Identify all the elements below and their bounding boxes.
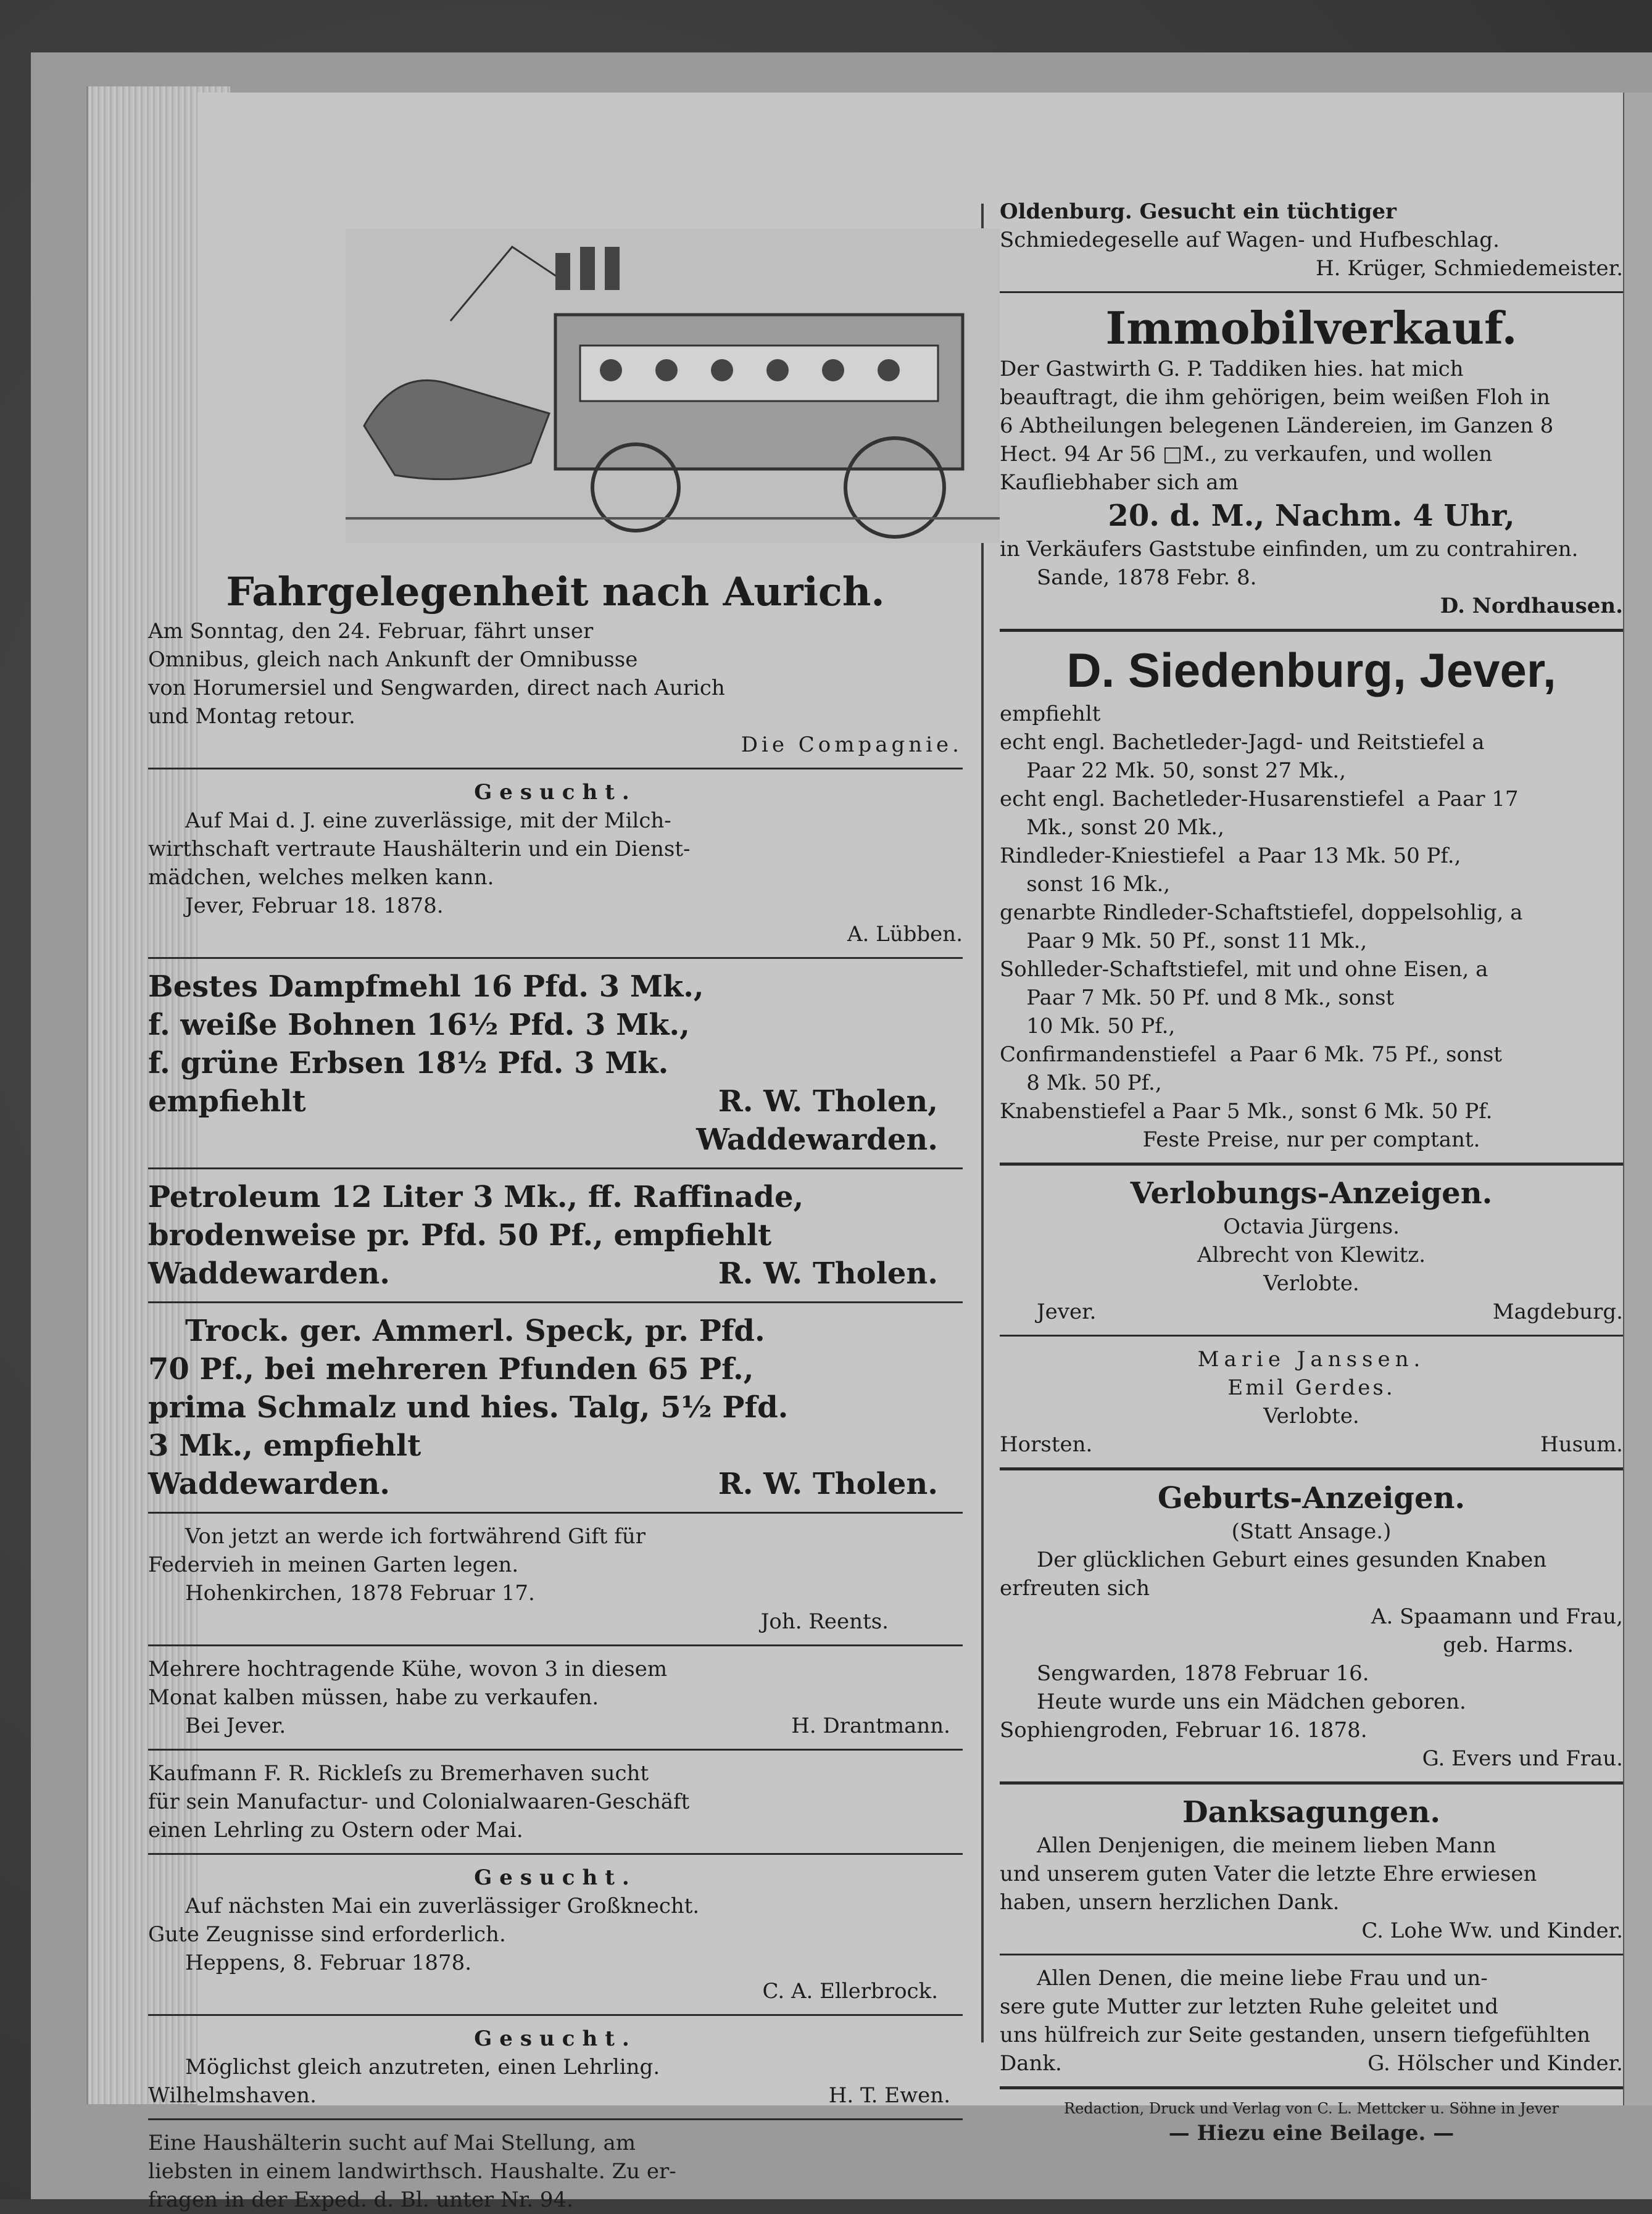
divider: [1000, 1954, 1623, 1955]
ad-line: von Horumersiel und Sengwarden, direct nach Aurich: [148, 676, 725, 700]
imprint: [1000, 2098, 1623, 2147]
ad-signature: Die Compagnie.: [741, 732, 963, 757]
ad-line: einen Lehrling zu Ostern oder Mai.: [148, 1818, 523, 1843]
ad-line: Verlobte.: [1263, 1271, 1359, 1296]
ad-line: Der Gastwirth G. P. Taddiken hies. hat mich: [1000, 357, 1464, 381]
ad-line: Von jetzt an werde ich fortwährend Gift für: [185, 1524, 645, 1549]
ad-kuehe: [148, 1655, 963, 1740]
ad-signature: G. Evers und Frau.: [1422, 1746, 1623, 1771]
ad-line: echt engl. Bachetleder-Husarenstiefel a Paar 17: [1000, 787, 1519, 811]
ad-footer: Feste Preise, nur per comptant.: [1142, 1127, 1480, 1152]
ad-line: Federvieh in meinen Garten legen.: [148, 1553, 519, 1577]
ad-dampfmehl: [148, 968, 963, 1159]
ad-line: und Montag retour.: [148, 704, 355, 729]
ad-place: Magdeburg.: [1492, 1300, 1623, 1324]
ad-verlobung: [1000, 1174, 1623, 1459]
divider: [1000, 1335, 1623, 1337]
ad-signature: H. Drantmann.: [791, 1714, 950, 1738]
ad-name: Emil Gerdes.: [1227, 1375, 1395, 1400]
ad-place: Heppens, 8. Februar 1878.: [185, 1951, 472, 1975]
ad-line: 6 Abtheilungen belegenen Ländereien, im Ganzen 8: [1000, 413, 1554, 438]
ad-title: Geburts-Anzeigen.: [1157, 1481, 1466, 1515]
ad-line: Paar 9 Mk. 50 Pf., sonst 11 Mk.,: [1000, 929, 1368, 953]
ad-line: Rindleder-Kniestiefel a Paar 13 Mk. 50 Pf.,: [1000, 844, 1461, 868]
ad-line: f. grüne Erbsen 18½ Pfd. 3 Mk.: [148, 1046, 669, 1080]
divider: [148, 1301, 963, 1303]
ad-signature: H. Krüger, Schmiedemeister.: [1316, 256, 1623, 281]
ad-line: sere gute Mutter zur letzten Ruhe geleitet und: [1000, 1994, 1499, 2019]
ad-line: Trock. ger. Ammerl. Speck, pr. Pfd.: [185, 1314, 765, 1348]
ad-place: Waddewarden.: [148, 1467, 390, 1501]
ad-line: Bestes Dampfmehl 16 Pfd. 3 Mk.,: [148, 969, 704, 1004]
ad-siedenburg: [1000, 641, 1623, 1154]
ad-title: Gesucht.: [474, 1865, 637, 1890]
divider: [148, 1167, 963, 1169]
ad-signature: C. Lohe Ww. und Kinder.: [1361, 1918, 1623, 1943]
ad-place: Husum.: [1540, 1432, 1623, 1457]
ad-line: sonst 16 Mk.,: [1000, 872, 1171, 897]
ad-geburt: [1000, 1479, 1623, 1773]
divider: [148, 1749, 963, 1751]
ad-signature: R. W. Tholen.: [718, 1256, 938, 1291]
divider: [148, 1512, 963, 1514]
ad-place: Waddewarden.: [696, 1122, 938, 1157]
ad-signature: A. Spaamann und Frau,: [1371, 1604, 1623, 1629]
ad-line: Auf nächsten Mai ein zuverlässiger Großknecht.: [185, 1894, 700, 1918]
ad-line: Allen Denen, die meine liebe Frau und un-: [1037, 1966, 1488, 1991]
ad-line: 70 Pf., bei mehreren Pfunden 65 Pf.,: [148, 1352, 754, 1387]
ad-lehrling: [148, 1759, 963, 1844]
ad-line: beauftragt, die ihm gehörigen, beim weißen Floh in: [1000, 385, 1550, 410]
ad-subtitle: (Statt Ansage.): [1231, 1519, 1392, 1544]
ad-gesucht-haushaelterin: [148, 778, 963, 948]
ad-signature: C. A. Ellerbrock.: [762, 1979, 938, 2004]
ad-gift: [148, 1522, 963, 1636]
ad-line: Oldenburg. Gesucht ein tüchtiger: [1000, 199, 1397, 224]
ad-place: Sengwarden, 1878 Februar 16.: [1037, 1661, 1369, 1686]
ad-line: wirthschaft vertraute Haushälterin und ein Dienst-: [148, 837, 691, 861]
ad-place: Hohenkirchen, 1878 Februar 17.: [185, 1581, 535, 1606]
ad-title: Fahrgelegenheit nach Aurich.: [226, 569, 885, 615]
ad-title: Verlobungs-Anzeigen.: [1130, 1176, 1493, 1211]
ad-line: Knabenstiefel a Paar 5 Mk., sonst 6 Mk. 50 Pf.: [1000, 1099, 1493, 1124]
ad-line: Heute wurde uns ein Mädchen geboren.: [1037, 1690, 1466, 1714]
ad-title: Gesucht.: [474, 2026, 637, 2051]
ad-signature: Joh. Reents.: [760, 1609, 889, 1634]
imprint-line: Redaction, Druck und Verlag von C. L. Mettcker u. Söhne in Jever: [1064, 2100, 1559, 2117]
divider: [1000, 291, 1623, 293]
ad-petroleum: [148, 1178, 963, 1293]
ad-title: Gesucht.: [474, 780, 637, 805]
ad-signature: H. T. Ewen.: [828, 2083, 950, 2108]
ad-name: Albrecht von Klewitz.: [1197, 1243, 1426, 1267]
ad-place: Jever.: [1037, 1300, 1097, 1324]
ad-line: und unserem guten Vater die letzte Ehre erwiesen: [1000, 1862, 1537, 1886]
ad-line: liebsten in einem landwirthsch. Haushalte. Zu er-: [148, 2159, 676, 2184]
ad-title: Immobilverkauf.: [1105, 302, 1517, 354]
divider: [1000, 629, 1623, 632]
divider: [148, 768, 963, 769]
ad-line: Paar 7 Mk. 50 Pf. und 8 Mk., sonst: [1000, 985, 1395, 1010]
ad-signature: R. W. Tholen,: [718, 1084, 938, 1119]
ad-signature: R. W. Tholen.: [718, 1467, 938, 1501]
ad-line: haben, unsern herzlichen Dank.: [1000, 1890, 1340, 1915]
ad-line: Monat kalben müssen, habe zu verkaufen.: [148, 1685, 599, 1710]
divider: [1000, 1467, 1623, 1470]
divider: [1000, 1163, 1623, 1166]
ad-signature: D. Nordhausen.: [1440, 594, 1623, 618]
ad-line: empfiehlt: [148, 1084, 306, 1119]
coach-illustration: [346, 228, 1000, 543]
ad-haushaelterin: [148, 2129, 963, 2214]
ad-line: Mehrere hochtragende Kühe, wovon 3 in diesem: [148, 1657, 668, 1681]
ad-place: Jever, Februar 18. 1878.: [185, 893, 444, 918]
ad-line: empfiehlt: [1000, 702, 1101, 726]
ad-danksagung: [1000, 1793, 1623, 2078]
ad-signature: geb. Harms.: [1443, 1633, 1574, 1657]
ad-place: Waddewarden.: [148, 1256, 390, 1291]
ad-line: Petroleum 12 Liter 3 Mk., ff. Raffinade,: [148, 1180, 804, 1214]
ad-line: mädchen, welches melken kann.: [148, 865, 494, 890]
ad-line: uns hülfreich zur Seite gestanden, unsern tiefgefühlten: [1000, 2023, 1590, 2047]
ad-immobilverkauf: [1000, 302, 1623, 620]
divider: [148, 1644, 963, 1646]
ad-signature: A. Lübben.: [847, 922, 963, 947]
ad-line: fragen in der Exped. d. Bl. unter Nr. 94.: [148, 2187, 573, 2212]
ad-title: Danksagungen.: [1182, 1795, 1441, 1830]
ad-line: Sohlleder-Schaftstiefel, mit und ohne Eisen, a: [1000, 957, 1488, 982]
ad-place: Sophiengroden, Februar 16. 1878.: [1000, 1718, 1368, 1743]
ad-line: Verlobte.: [1263, 1404, 1359, 1428]
ad-line: Paar 22 Mk. 50, sonst 27 Mk.,: [1000, 758, 1347, 783]
ad-line: Kaufmann F. R. Rickleſs zu Bremerhaven sucht: [148, 1761, 649, 1786]
ad-name: Octavia Jürgens.: [1223, 1214, 1400, 1239]
divider: [1000, 2086, 1623, 2089]
ad-line: Confirmandenstiefel a Paar 6 Mk. 75 Pf., sonst: [1000, 1042, 1502, 1067]
ad-place: Bei Jever.: [185, 1714, 286, 1738]
ad-line: f. weiße Bohnen 16½ Pfd. 3 Mk.,: [148, 1008, 690, 1042]
ad-title: D. Siedenburg, Jever,: [1066, 643, 1556, 697]
ad-oldenburg: [1000, 197, 1623, 283]
ad-line: Mk., sonst 20 Mk.,: [1000, 815, 1224, 840]
ad-line: Allen Denjenigen, die meinem lieben Mann: [1037, 1833, 1496, 1858]
ad-signature: G. Hölscher und Kinder.: [1368, 2051, 1623, 2076]
ad-line: Am Sonntag, den 24. Februar, fährt unser: [148, 619, 594, 644]
ad-place: Horsten.: [1000, 1432, 1093, 1457]
ad-line: Der glücklichen Geburt eines gesunden Knaben: [1037, 1548, 1547, 1572]
ad-line: Schmiedegeselle auf Wagen- und Hufbeschlag.: [1000, 228, 1500, 252]
ad-name: Marie Janssen.: [1197, 1347, 1426, 1372]
ad-place: Sande, 1878 Febr. 8.: [1037, 565, 1257, 590]
divider: [148, 1853, 963, 1855]
ad-line: prima Schmalz und hies. Talg, 5½ Pfd.: [148, 1390, 789, 1425]
ad-line: Eine Haushälterin sucht auf Mai Stellung, am: [148, 2131, 636, 2155]
ad-line: echt engl. Bachetleder-Jagd- und Reitstiefel a: [1000, 730, 1485, 755]
ad-line: Hect. 94 Ar 56 □M., zu verkaufen, und wollen: [1000, 442, 1493, 466]
ad-line: 10 Mk. 50 Pf.,: [1000, 1014, 1176, 1039]
ad-line: in Verkäufers Gaststube einfinden, um zu contrahiren.: [1000, 537, 1579, 562]
ad-line: 8 Mk. 50 Pf.,: [1000, 1071, 1162, 1095]
right-column: [1000, 197, 1623, 2147]
divider: [148, 957, 963, 959]
divider: [148, 2118, 963, 2120]
ad-line: Auf Mai d. J. eine zuverlässige, mit der Milch-: [185, 808, 671, 833]
ad-line: Omnibus, gleich nach Ankunft der Omnibusse: [148, 647, 638, 672]
ad-place: Wilhelmshaven.: [148, 2083, 317, 2108]
divider: [1000, 1781, 1623, 1785]
left-column: [148, 568, 963, 2214]
ad-line: für sein Manufactur- und Colonialwaaren-Geschäft: [148, 1789, 690, 1814]
ad-line: Möglichst gleich anzutreten, einen Lehrling.: [185, 2055, 660, 2079]
ad-line: 3 Mk., empfiehlt: [148, 1428, 421, 1463]
imprint-line: — Hiezu eine Beilage. —: [1168, 2121, 1455, 2146]
ad-line: brodenweise pr. Pfd. 50 Pf., empfiehlt: [148, 1218, 772, 1253]
ad-line: Gute Zeugnisse sind erforderlich.: [148, 1922, 506, 1947]
ad-line: Dank.: [1000, 2051, 1062, 2076]
ad-line: Kaufliebhaber sich am: [1000, 470, 1239, 495]
ad-line: genarbte Rindleder-Schaftstiefel, doppelsohlig, a: [1000, 900, 1523, 925]
ad-speck: [148, 1312, 963, 1503]
next-page-edge: [1623, 93, 1652, 2105]
ad-fahrgelegenheit: [148, 568, 963, 759]
ad-line: erfreuten sich: [1000, 1576, 1150, 1601]
ad-gesucht-lehrling: [148, 2025, 963, 2110]
divider: [148, 2014, 963, 2016]
ad-date: 20. d. M., Nachm. 4 Uhr,: [1108, 499, 1515, 533]
ad-gesucht-grossknecht: [148, 1864, 963, 2005]
